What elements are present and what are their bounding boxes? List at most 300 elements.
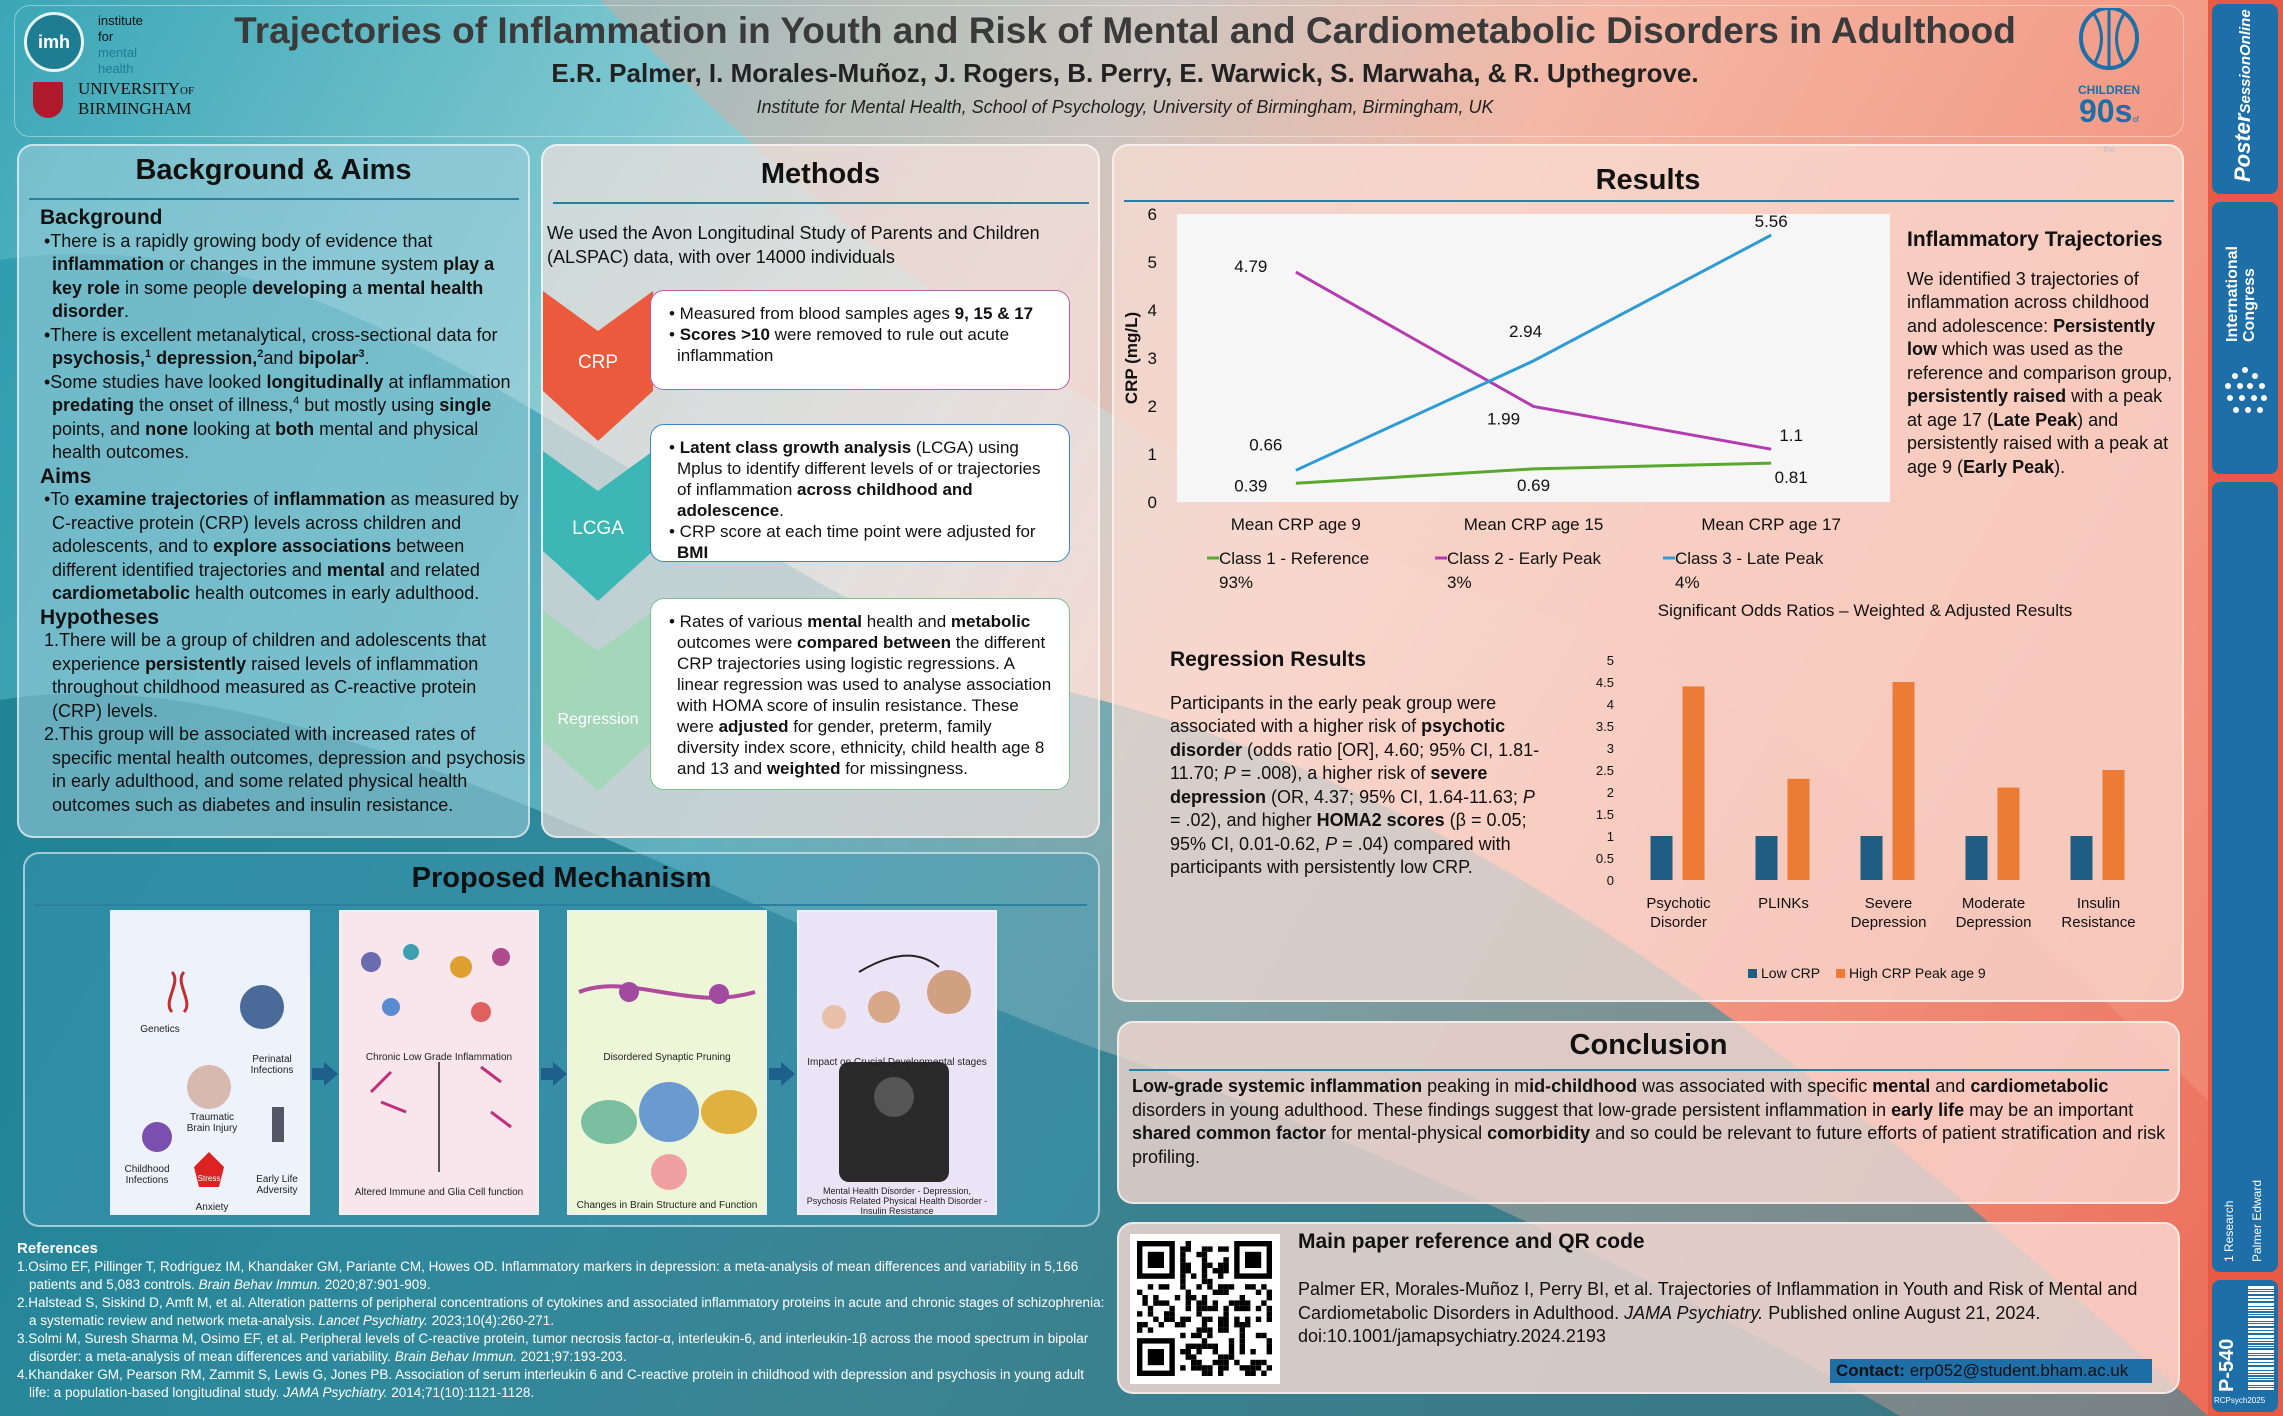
qr-module [1153,1300,1158,1305]
label-mental-health-disorder: Mental Health Disorder - Depression, Psychosis Related Physical Health Disorder - Insulin Resistance [806,1186,988,1216]
qr-module [1191,1365,1196,1370]
methods-intro: We used the Avon Longitudinal Study of Parents and Children (ALSPAC) data, with over 14000 individuals [547,223,1040,267]
y-tick-label: 1 [1147,445,1157,464]
qr-module [1207,1246,1212,1251]
y-tick-label: 0 [1147,493,1157,512]
logo-90s: 90s [2078,93,2133,129]
legend-label: Class 1 - Reference [1219,549,1370,568]
qr-module [1240,1322,1245,1327]
contact-label: Contact: [1836,1361,1905,1380]
label-stress: Stress [197,1174,221,1183]
qr-module [1186,1300,1191,1305]
y-tick-label: 3 [1147,349,1157,368]
paper-ref-text: Palmer ER, Morales-Muñoz I, Perry BI, et al. Trajectories of Inflammation in Youth and Risk of Mental and Cardiometabolic Disorders in Adulthood. [1298,1279,2138,1323]
qr-module [1250,1365,1255,1370]
barcode-line [2248,1290,2274,1291]
qr-module [1240,1295,1245,1300]
qr-module [1186,1246,1191,1251]
legend-share: 4% [1675,573,1700,592]
qr-module [1223,1322,1228,1327]
qr-module [1218,1290,1223,1295]
regression-bullet: • Rates of various mental health and metabolic outcomes were compared between the different CRP trajectories using logistic regressions. A linear regression was used to analyse association with HOMA score of insulin resistance. These were adjusted for gender, preterm, family diversity index score, ethnicity, child health age 8 and 13 and weighted for missingness. [669,612,1052,778]
background-bullet-1: •There is a rapidly growing body of evidence that inflammation or changes in the immune system play a key role in some people developing a mental health disorder. [44,230,495,321]
qr-module [1186,1263,1191,1268]
qr-finder [1245,1252,1261,1268]
pso-logo-2: SessionOnline [2237,9,2254,114]
barcode-line [2248,1307,2274,1309]
qr-module [1245,1284,1250,1289]
step-lcga-label: LCGA [572,518,624,539]
sidebar-tag-1: 1 Research [2222,1200,2236,1262]
qr-module [1169,1317,1174,1322]
qr-module [1267,1365,1272,1370]
poster-authors: E.R. Palmer, I. Morales-Muñoz, J. Rogers, B. Perry, E. Warwick, S. Marwaha, & R. Upthegrove. [551,58,1699,88]
y-tick-label: 2 [1147,397,1157,416]
trajectory-text [1907,228,2175,479]
qr-module [1196,1284,1201,1289]
sidebar-code-box [2212,1280,2278,1412]
qr-module [1159,1284,1164,1289]
qr-module [1218,1246,1223,1251]
x-tick-label: Mean CRP age 17 [1701,515,1841,534]
bar [1998,788,2020,880]
bar [1651,836,1673,880]
x-tick-label: Resistance [2061,914,2136,931]
barcode-line [2248,1322,2274,1323]
barcode-line [2248,1328,2274,1330]
contact-bar [1830,1359,2152,1383]
bar [1966,836,1988,880]
qr-module [1213,1268,1218,1273]
qr-module [1180,1279,1185,1284]
qr-module [1223,1246,1228,1251]
barcode-line [2248,1367,2274,1370]
qr-module [1213,1360,1218,1365]
qr-module [1202,1344,1207,1349]
label-tbi: Traumatic Brain Injury [186,1112,238,1134]
label-chronic-inflammation: Chronic Low Grade Inflammation [365,1052,513,1063]
barcode-line [2248,1347,2274,1348]
trajectory-title: Inflammatory Trajectories [1907,228,2163,251]
qr-module [1256,1290,1261,1295]
x-tick-label: Severe [1864,895,1913,912]
qr-module [1213,1290,1218,1295]
title-rule [1129,1069,2169,1071]
qr-module [1137,1322,1142,1327]
qr-module [1186,1354,1191,1359]
qr-module [1234,1317,1239,1322]
qr-module [1213,1344,1218,1349]
barcode-line [2248,1286,2274,1289]
qr-module [1180,1322,1185,1327]
poster-affiliation: Institute for Mental Health, School of Psychology, University of Birmingham, Birmingham, UK [756,97,1494,117]
qr-module [1223,1354,1228,1359]
qr-module [1196,1252,1201,1257]
qr-module [1196,1349,1201,1354]
label-anxiety: Anxiety [195,1202,229,1213]
y-tick-label: 3 [1606,741,1614,756]
regression-title: Regression Results [1170,648,1367,671]
qr-module [1196,1311,1201,1316]
logo-uob-1: UNIVERSITY [78,79,180,98]
paper-ref-journal: JAMA Psychiatry. [1624,1302,1764,1323]
data-label: 4.79 [1234,257,1268,277]
poster-title: Trajectories of Inflammation in Youth and Risk of Mental and Cardiometabolic Disorders in Adulthood [234,10,2016,51]
qr-module [1245,1322,1250,1327]
qr-module [1202,1365,1207,1370]
qr-module [1180,1284,1185,1289]
qr-module [1202,1317,1207,1322]
qr-module [1202,1306,1207,1311]
hypotheses-heading: Hypotheses [40,605,160,629]
qr-module [1207,1317,1212,1322]
regression-box [650,598,1070,790]
reference-text: 3.Solmi M, Suresh Sharma M, Osimo EF, et al. Peripheral levels of C-reactive protein, tumor necrosis factor-α, interleukin-6, and interleukin-1β across the mood spectrum in bipolar disorder: a meta-analysis of mean differences and variability. [17,1331,1089,1364]
qr-module [1180,1246,1185,1251]
qr-module [1267,1306,1272,1311]
barcode-line [2248,1363,2274,1365]
trajectory-line-chart [1120,200,1910,600]
bar [2103,770,2125,880]
qr-module [1229,1344,1234,1349]
bar [1788,779,1810,880]
lcga-box [650,424,1070,562]
qr-module [1180,1257,1185,1262]
reference-tail: 2020;87:901-909. [320,1277,431,1292]
qr-module [1256,1306,1261,1311]
label-genetics: Genetics [140,1024,180,1035]
pso-logo-box [2212,4,2278,194]
y-tick-label: 2.5 [1595,763,1614,778]
qr-module [1223,1284,1228,1289]
qr-module [1169,1306,1174,1311]
qr-module [1218,1360,1223,1365]
qr-module [1240,1306,1245,1311]
label-altered-immune: Altered Immune and Glia Cell function [354,1187,524,1198]
qr-module [1218,1263,1223,1268]
qr-module [1223,1268,1228,1273]
congress-dots-icon [2220,362,2270,422]
legend-share: 93% [1219,573,1254,592]
uob-logo-text [78,80,194,118]
lcga-bullet-2: • CRP score at each time point were adjusted for BMI [669,522,1036,562]
logo-for: for [98,29,114,44]
qr-module [1250,1360,1255,1365]
qr-module [1196,1327,1201,1332]
children-90s-logo [2076,8,2142,130]
qr-module [1186,1349,1191,1354]
crp-bullet-1: • Measured from blood samples ages 9, 15 & 17 [669,304,1034,323]
qr-module [1240,1344,1245,1349]
qr-module [1261,1333,1266,1338]
barcode-line [2248,1377,2274,1378]
qr-module [1240,1365,1245,1370]
aims-heading: Aims [40,464,92,488]
paper-ref-tail: Published online August 21, 2024. [1763,1302,2041,1323]
y-axis-label: CRP (mg/L) [1122,311,1141,405]
barcode-line [2248,1379,2274,1380]
qr-module [1142,1322,1147,1327]
reference-tail: 2023;10(4):260-271. [427,1313,555,1328]
barcode-line [2248,1371,2274,1373]
qr-module [1202,1295,1207,1300]
bar [1861,836,1883,880]
qr-module [1218,1371,1223,1376]
qr-module [1180,1333,1185,1338]
data-label: 0.81 [1774,468,1808,488]
barcode-line [2248,1296,2274,1298]
y-tick-label: 5 [1147,253,1157,272]
qr-module [1180,1263,1185,1268]
qr-module [1223,1257,1228,1262]
qr-module [1207,1284,1212,1289]
qr-module [1191,1295,1196,1300]
qr-module [1191,1333,1196,1338]
qr-module [1196,1344,1201,1349]
qr-module [1142,1300,1147,1305]
hypothesis-1: 1.There will be a group of children and adolescents that experience persistently raised levels of inflammation throughout childhood measured as C-reactive protein (CRP) levels. [44,630,487,721]
bar [1683,686,1705,880]
qr-module [1186,1306,1191,1311]
paper-doi[interactable]: doi:10.1001/jamapsychiatry.2024.2193 [1298,1326,1606,1346]
reference-text: 2.Halstead S, Siskind D, Amft M, et al. Alteration patterns of peripheral concentrations of cytokines and associated inflammatory proteins in acute and chronic stages of schizophrenia: a systematic review and network meta-analysis. [17,1295,1105,1328]
background-heading: Background [40,206,163,229]
legend-label: High CRP Peak age 9 [1849,965,1986,981]
qr-module [1169,1311,1174,1316]
qr-module [1196,1300,1201,1305]
qr-module [1223,1327,1228,1332]
qr-module [1175,1322,1180,1327]
reference-item [17,1366,1107,1402]
qr-module [1223,1317,1228,1322]
logo-uob-2: BIRMINGHAM [78,99,192,118]
qr-module [1218,1284,1223,1289]
x-tick-label: Mean CRP age 15 [1463,515,1604,534]
qr-module [1229,1300,1234,1305]
regression-description: Participants in the early peak group were associated with a higher risk of psychotic disorder (odds ratio [OR], 4.60; 95% CI, 1.81-11.70; P = .008), a higher risk of severe depression (OR, 4.37; 95% CI, 1.64-11.63; P = .02), and higher HOMA2 scores (β = 0.05; 95% CI, 0.01-0.62, P = .04) compared with participants with persistently low CRP. [1170,692,1540,877]
qr-finder [1148,1252,1164,1268]
qr-module [1207,1279,1212,1284]
qr-module [1207,1365,1212,1370]
sidebar-code: P-540 [2216,1338,2238,1392]
data-label: 1.99 [1486,409,1521,429]
qr-module [1234,1300,1239,1305]
y-tick-label: 2 [1606,785,1614,800]
reference-journal: Lancet Psychiatry. [318,1313,428,1328]
background-aims-body [28,206,526,817]
barcode-line [2248,1331,2274,1333]
uob-crest-icon [33,82,63,118]
qr-module [1213,1349,1218,1354]
qr-module [1245,1300,1250,1305]
qr-module [1223,1360,1228,1365]
qr-module [1250,1284,1255,1289]
qr-module [1245,1317,1250,1322]
qr-module [1240,1300,1245,1305]
sidebar-tag-2: Palmer Edward [2250,1179,2264,1262]
y-tick-label: 3.5 [1595,719,1614,734]
qr-module [1202,1327,1207,1332]
y-tick-label: 1.5 [1595,807,1614,822]
qr-module [1218,1327,1223,1332]
mechanism-image-causes [110,910,310,1215]
x-tick-label: PLINKs [1758,895,1809,912]
congress-text-2: Congress [2241,268,2258,342]
mechanism-title: Proposed Mechanism [411,862,712,894]
methods-title: Methods [760,158,881,190]
barcode-line [2248,1386,2274,1387]
reference-item [17,1294,1107,1330]
data-label: 1.1 [1779,426,1803,446]
qr-module [1186,1317,1191,1322]
barcode-line [2248,1315,2274,1316]
contact-email[interactable]: erp052@student.bham.ac.uk [1909,1361,2129,1380]
qr-module [1191,1360,1196,1365]
x-tick-label: Mean CRP age 9 [1230,515,1361,534]
qr-module [1186,1344,1191,1349]
qr-module [1267,1344,1272,1349]
reference-tail: 2021;97:193-203. [517,1349,627,1364]
barcode-line [2248,1382,2274,1385]
qr-module [1148,1284,1153,1289]
reference-item [17,1258,1107,1294]
legend-swatch [1748,969,1757,978]
mechanism-image-outcomes [797,910,997,1215]
qr-module [1202,1273,1207,1278]
balloon-icon [2076,8,2142,78]
barcode-line [2248,1324,2274,1326]
qr-module [1148,1327,1153,1332]
qr-module [1153,1295,1158,1300]
legend-swatch [1836,969,1845,978]
reference-journal: Brain Behav Immun. [198,1277,321,1292]
y-tick-label: 1 [1606,829,1614,844]
qr-module [1218,1273,1223,1278]
x-tick-label: Depression [1955,914,2032,931]
qr-module [1159,1300,1164,1305]
arrow-right-icon [553,1062,567,1086]
qr-module [1223,1306,1228,1311]
qr-module [1207,1371,1212,1376]
qr-module [1256,1333,1261,1338]
qr-module [1196,1365,1201,1370]
qr-code-icon[interactable] [1130,1234,1280,1384]
qr-module [1180,1273,1185,1278]
qr-module [1137,1311,1142,1316]
logo-of-the: of [2132,115,2140,124]
bar [1756,836,1778,880]
paper-reference [1298,1278,2168,1349]
qr-module [1137,1327,1142,1332]
qr-module [1191,1354,1196,1359]
background-bullet-2: •There is excellent metanalytical, cross-sectional data for psychosis,$^1$ depression,$^2$and bipolar$^3$. [44,324,498,368]
qr-module [1234,1306,1239,1311]
qr-module [1186,1295,1191,1300]
reference-item [17,1330,1107,1366]
step-regression-label: Regression [557,711,639,728]
qr-module [1202,1268,1207,1273]
legend-label: Class 3 - Late Peak [1675,549,1824,568]
label-childhood-infections: Childhood Infections [124,1164,170,1186]
imh-logo-text [98,13,143,77]
qr-module [1202,1371,1207,1376]
qr-module [1267,1290,1272,1295]
background-bullet-3: •Some studies have looked longitudinally at inflammation predating the onset of illness,$^4$ but mostly using single points, and none looking at both mental and physical health outcomes. [44,371,511,462]
qr-module [1202,1338,1207,1343]
qr-module [1245,1365,1250,1370]
qr-module [1180,1268,1185,1273]
qr-module [1267,1311,1272,1316]
qr-module [1240,1349,1245,1354]
y-tick-label: 5 [1606,653,1614,668]
paper-title: Main paper reference and QR code [1298,1230,1645,1253]
data-label: 5.56 [1754,212,1788,232]
odds-ratio-bar-chart [1560,592,2180,992]
qr-module [1142,1295,1147,1300]
qr-module [1196,1360,1201,1365]
lcga-bullet-1: • Latent class growth analysis (LCGA) using Mplus to identify different levels of or trajectories of inflammation across childhood and adolescence. [669,438,1041,520]
logo-institute: institute [98,13,143,28]
legend-share: 3% [1447,573,1472,592]
qr-module [1256,1317,1261,1322]
y-tick-label: 4.5 [1595,675,1614,690]
qr-module [1229,1349,1234,1354]
label-perinatal: Perinatal Infections [250,1054,294,1076]
title-rule [553,202,1089,204]
qr-module [1153,1317,1158,1322]
qr-module [1261,1360,1266,1365]
barcode-line [2248,1318,2274,1321]
qr-module [1218,1268,1223,1273]
y-tick-label: 4 [1147,301,1157,320]
background-aims-panel [17,144,530,838]
qr-module [1207,1333,1212,1338]
qr-module [1223,1365,1228,1370]
barcode-line [2248,1310,2274,1311]
y-tick-label: 4 [1606,697,1614,712]
qr-module [1267,1317,1272,1322]
qr-module [1261,1371,1266,1376]
qr-module [1202,1279,1207,1284]
qr-module [1218,1365,1223,1370]
qr-module [1180,1317,1185,1322]
barcode-line [2248,1342,2274,1343]
qr-module [1223,1311,1228,1316]
reference-journal: Brain Behav Immun. [394,1349,517,1364]
reference-text: 4.Khandaker GM, Pearson RM, Zammit S, Lewis G, Jones PB. Association of serum interleukin 6 and C-reactive protein in childhood with depression and psychosis in young adult life: a population-based longitudinal study. [17,1367,1085,1400]
qr-module [1202,1252,1207,1257]
bar [1893,682,1915,880]
x-tick-label: Insulin [2076,895,2121,912]
results-title: Results [1595,164,1701,196]
conclusion-title: Conclusion [1569,1029,1728,1061]
background-aims-title: Background & Aims [135,154,412,186]
sidebar-info-box [2212,482,2278,1272]
y-tick-label: 0.5 [1595,851,1614,866]
barcode-line [2248,1345,2274,1346]
qr-module [1191,1273,1196,1278]
imh-logo: imh [24,12,84,72]
crp-box [650,290,1070,390]
qr-module [1202,1300,1207,1305]
qr-module [1267,1338,1272,1343]
qr-module [1202,1263,1207,1268]
data-label: 0.69 [1516,475,1551,495]
qr-module [1240,1333,1245,1338]
barcode-line [2248,1374,2274,1375]
qr-module [1213,1306,1218,1311]
qr-module [1267,1349,1272,1354]
